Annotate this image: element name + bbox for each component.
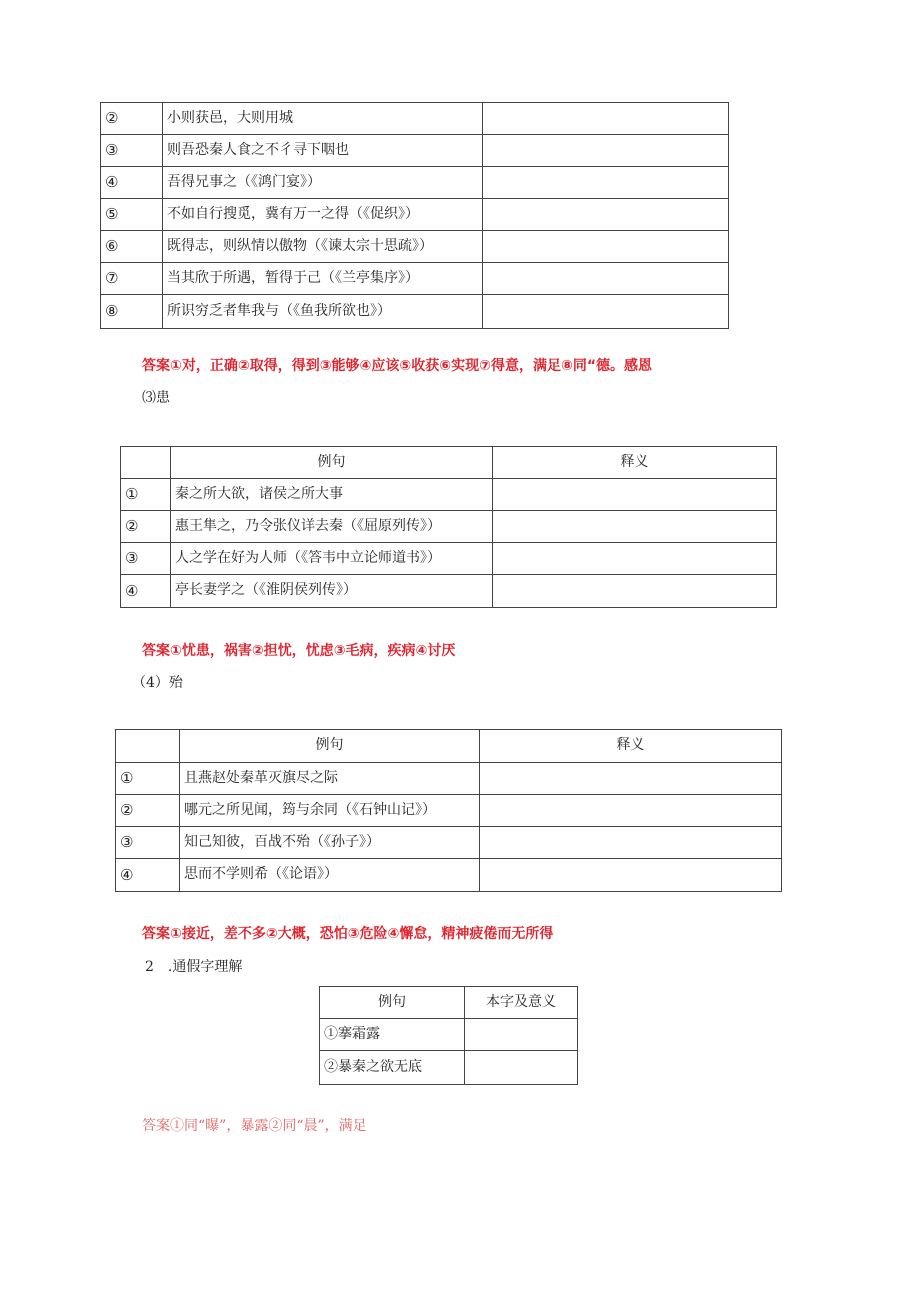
example-sentence: 既得志，则纵情以傲物（《谏太宗十思疏》）	[163, 231, 483, 263]
row-number: ④	[101, 167, 163, 199]
example-sentence: 不如自行搜觅，冀有万一之得（《促织》）	[163, 199, 483, 231]
row-number: ③	[101, 135, 163, 167]
meaning-cell[interactable]	[483, 295, 729, 329]
example-sentence: 则吾恐秦人食之不彳寻下咽也	[163, 135, 483, 167]
table-row	[320, 1019, 578, 1051]
example-sentence: 思而不学则希（《论语》）	[180, 859, 480, 892]
table-header-row	[116, 730, 782, 763]
table-row	[101, 135, 729, 167]
header-cell: 释义	[480, 730, 782, 763]
section-heading-huan: ⑶患	[142, 390, 170, 406]
meaning-cell[interactable]	[465, 1019, 578, 1051]
meaning-cell[interactable]	[493, 543, 777, 575]
table-row	[320, 1051, 578, 1085]
table-de-meanings	[100, 102, 729, 329]
header-cell: 例句	[320, 987, 465, 1019]
example-sentence: 惠王隼之，乃令张仪详去秦（《屈原列传》）	[171, 511, 493, 543]
example-sentence: 亭长妻学之（《淮阴侯列传》）	[171, 575, 493, 608]
example-sentence: 吾得兄事之（《鸿门宴》）	[163, 167, 483, 199]
row-number: ⑧	[101, 295, 163, 329]
header-cell: 释义	[493, 447, 777, 479]
table-header-row	[121, 447, 777, 479]
meaning-cell[interactable]	[483, 231, 729, 263]
meaning-cell[interactable]	[480, 827, 782, 859]
table-row	[101, 295, 729, 329]
table-row	[121, 479, 777, 511]
table-row	[121, 575, 777, 608]
table-row	[121, 543, 777, 575]
example-sentence: ②暴秦之欲无底	[320, 1051, 465, 1085]
meaning-cell[interactable]	[483, 103, 729, 135]
row-number: ②	[116, 795, 180, 827]
meaning-cell[interactable]	[480, 763, 782, 795]
table-row	[121, 511, 777, 543]
table-tongjia	[319, 986, 578, 1085]
table-row	[116, 859, 782, 892]
meaning-cell[interactable]	[480, 795, 782, 827]
header-cell: 例句	[171, 447, 493, 479]
example-sentence: 哪元之所见闻，筠与余同（《石钟山记》）	[180, 795, 480, 827]
table-row	[116, 827, 782, 859]
table-row	[116, 795, 782, 827]
meaning-cell[interactable]	[483, 135, 729, 167]
table-row	[101, 167, 729, 199]
row-number: ②	[121, 511, 171, 543]
table-row	[101, 231, 729, 263]
table-huan-meanings	[120, 446, 777, 608]
answer-3: 答案①接近，差不多②大概，恐怕③危险④懈怠，精神疲倦而无所得	[142, 926, 554, 942]
header-cell	[121, 447, 171, 479]
row-number: ④	[121, 575, 171, 608]
example-sentence: 秦之所大欲，诸侯之所大事	[171, 479, 493, 511]
meaning-cell[interactable]	[493, 479, 777, 511]
table-row	[101, 263, 729, 295]
row-number: ③	[116, 827, 180, 859]
meaning-cell[interactable]	[483, 263, 729, 295]
meaning-cell[interactable]	[483, 199, 729, 231]
row-number: ⑥	[101, 231, 163, 263]
header-cell: 本字及意义	[465, 987, 578, 1019]
row-number: ①	[121, 479, 171, 511]
table-row	[116, 763, 782, 795]
header-cell	[116, 730, 180, 763]
header-cell: 例句	[180, 730, 480, 763]
example-sentence: 当其欣于所遇，暂得于己（《兰亭集序》）	[163, 263, 483, 295]
example-sentence: 人之学在好为人师（《答韦中立论师道书》）	[171, 543, 493, 575]
answer-2: 答案①忧患，祸害②担忧，忧虑③毛病，疾病④讨厌	[142, 643, 456, 659]
row-number: ②	[101, 103, 163, 135]
example-sentence: 且燕赵处秦革灭旗尽之际	[180, 763, 480, 795]
meaning-cell[interactable]	[493, 575, 777, 608]
answer-4: 答案①同“曝”，暴露②同“晨”，满足	[142, 1118, 367, 1134]
section-heading-dai: （4）殆	[132, 675, 183, 691]
example-sentence: 小则获邑，大则用城	[163, 103, 483, 135]
meaning-cell[interactable]	[483, 167, 729, 199]
table-dai-meanings	[115, 729, 782, 892]
example-sentence: 所识穷乏者隼我与（《鱼我所欲也》）	[163, 295, 483, 329]
table-row	[101, 103, 729, 135]
row-number: ⑤	[101, 199, 163, 231]
table-header-row	[320, 987, 578, 1019]
row-number: ③	[121, 543, 171, 575]
meaning-cell[interactable]	[465, 1051, 578, 1085]
section-heading-tongjia: 2 .通假字理解	[145, 959, 243, 975]
answer-1: 答案①对，正确②取得，得到③能够④应该⑤收获⑥实现⑦得意，满足⑧同“德。感恩	[142, 358, 653, 374]
row-number: ④	[116, 859, 180, 892]
meaning-cell[interactable]	[480, 859, 782, 892]
example-sentence: ①搴霜露	[320, 1019, 465, 1051]
meaning-cell[interactable]	[493, 511, 777, 543]
row-number: ①	[116, 763, 180, 795]
example-sentence: 知己知彼，百战不殆（《孙子》）	[180, 827, 480, 859]
table-row	[101, 199, 729, 231]
row-number: ⑦	[101, 263, 163, 295]
